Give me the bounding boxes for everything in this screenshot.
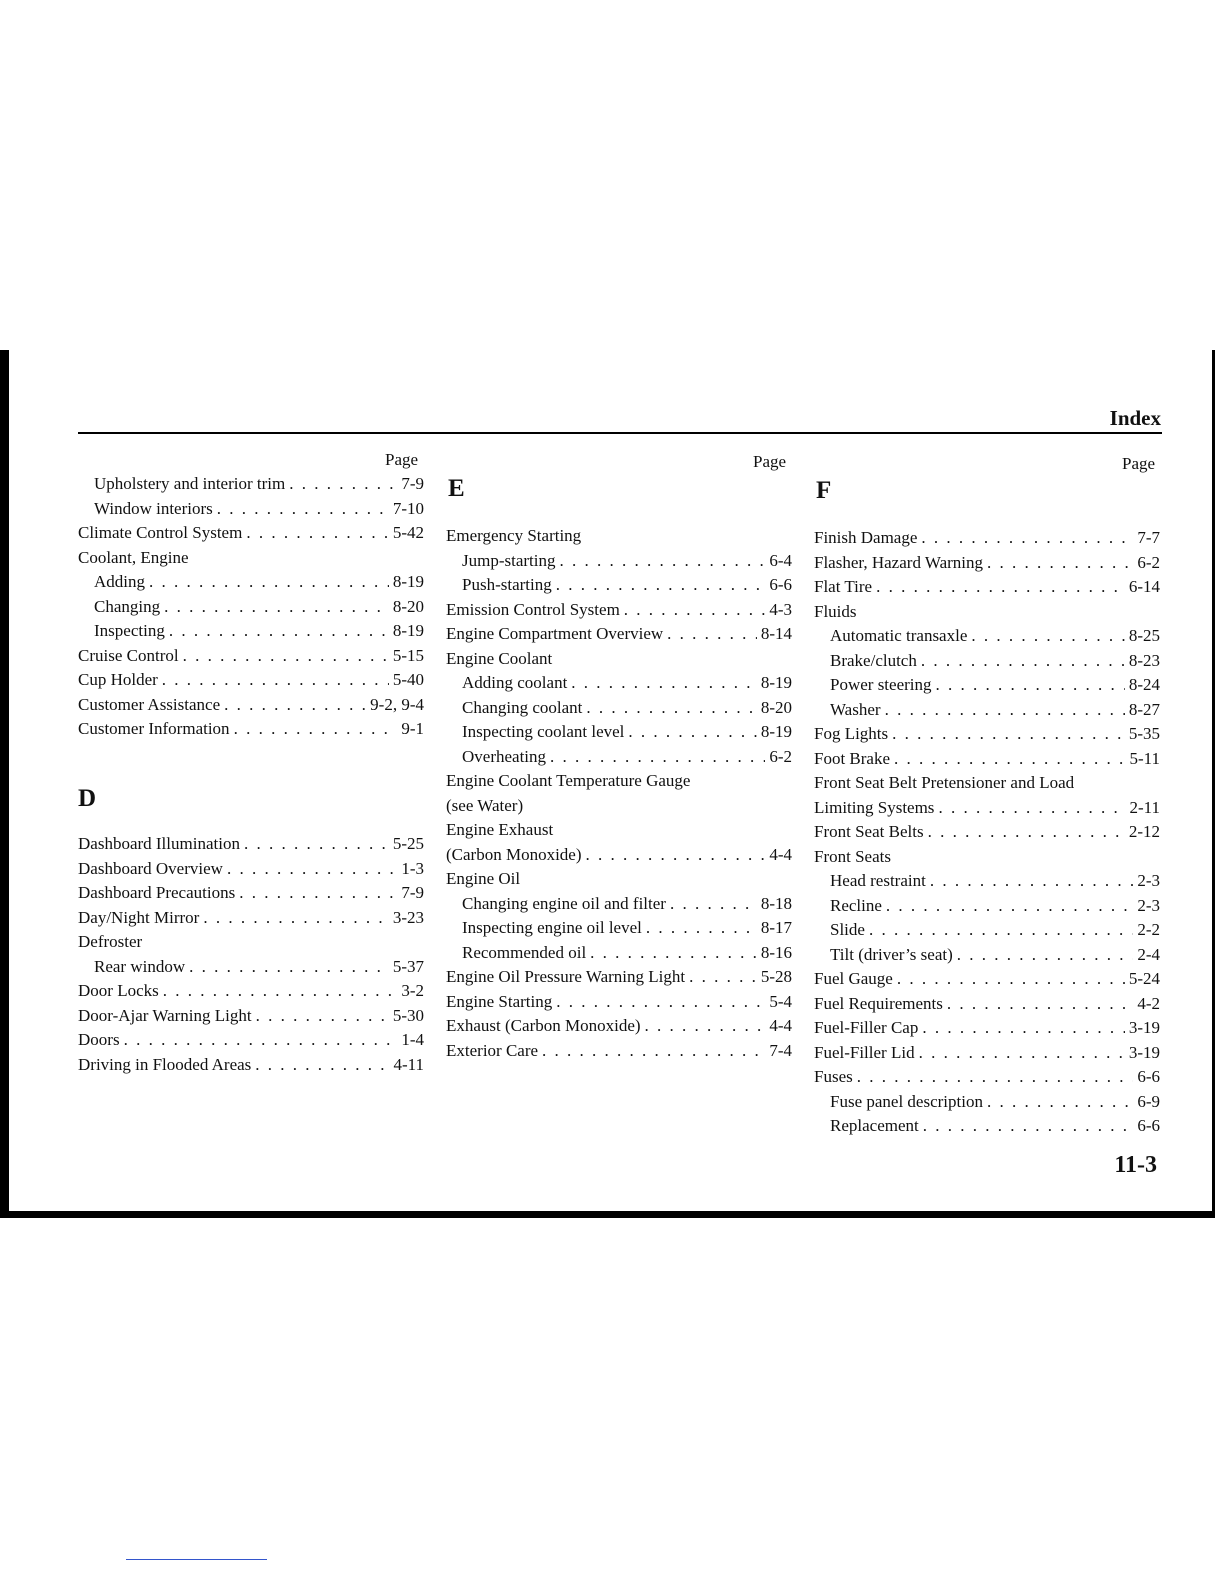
entry-page-ref: 6-6 (769, 575, 792, 594)
dot-leader (923, 1114, 1134, 1138)
dot-leader (164, 595, 389, 619)
index-entry (78, 979, 424, 1003)
entry-page-ref: 6-14 (1128, 577, 1160, 596)
index-entry (814, 1065, 1160, 1089)
entry-label: Changing engine oil and filter (462, 893, 666, 913)
entry-label: Coolant, Engine (78, 547, 189, 567)
dot-leader (183, 644, 389, 668)
entry-page-ref: 8-24 (1128, 675, 1160, 694)
index-entry (814, 575, 1160, 599)
page-left-border (0, 350, 9, 1218)
entry-label: Inspecting engine oil level (462, 918, 642, 937)
entry-page-ref: 4-3 (769, 599, 792, 619)
entry-label: Exhaust (Carbon Monoxide) (446, 1016, 641, 1035)
index-entry (78, 857, 424, 881)
entry-label: Tilt (driver’s seat) (830, 944, 953, 964)
entry-label: Front Seat Belts (814, 822, 924, 841)
index-entry (94, 570, 424, 594)
index-entry (462, 892, 792, 916)
index-entry (814, 526, 1160, 550)
page-right-border (1212, 350, 1215, 1218)
index-entry (78, 881, 424, 905)
entry-page-ref: 7-9 (401, 474, 424, 493)
index-entry (830, 869, 1160, 893)
entry-label: Window interiors (94, 498, 213, 518)
index-entry (78, 1053, 424, 1077)
entry-label: Changing (94, 596, 161, 616)
entry-page-ref: 8-25 (1128, 626, 1160, 645)
entry-label: Limiting Systems (814, 797, 935, 817)
entry-page-ref: 3-19 (1128, 1042, 1160, 1062)
index-entry (830, 649, 1160, 673)
dot-leader (689, 965, 757, 989)
entry-label: Recline (830, 895, 882, 915)
index-entry (446, 647, 792, 671)
entry-label: Fluids (814, 601, 857, 621)
index-entry (462, 720, 792, 744)
entry-page-ref: 8-20 (760, 697, 792, 717)
index-entry (814, 551, 1160, 575)
index-entry (814, 747, 1160, 771)
dot-leader (556, 573, 766, 597)
index-entry (446, 843, 792, 867)
index-entry (78, 644, 424, 668)
entry-label: Defroster (78, 932, 143, 951)
entry-page-ref: 5-35 (1128, 724, 1160, 743)
dot-leader (246, 521, 388, 545)
index-entry (446, 794, 792, 818)
index-entry (814, 722, 1160, 746)
index-entry (830, 918, 1160, 942)
index-entry (830, 624, 1160, 648)
index-entry (78, 521, 424, 545)
entry-label: Rear window (94, 956, 186, 976)
entry-label: Overheating (462, 746, 547, 766)
entry-label: (see Water) (446, 795, 524, 815)
entry-label: Changing coolant (462, 697, 583, 717)
index-entry (462, 916, 792, 940)
dot-leader (646, 916, 757, 940)
entry-page-ref: 8-17 (760, 918, 792, 937)
entry-label: Climate Control System (78, 523, 243, 542)
entry-page-ref: 7-7 (1137, 528, 1160, 547)
dot-leader (667, 622, 757, 646)
entry-label: Inspecting (94, 621, 165, 640)
index-entry (446, 965, 792, 989)
dot-leader (885, 698, 1125, 722)
dot-leader (217, 497, 389, 521)
entry-label: Fuse panel description (830, 1091, 983, 1111)
entry-page-ref: 8-16 (760, 942, 792, 962)
col1-page-label: Page (385, 450, 419, 469)
index-entry (446, 622, 792, 646)
entry-label: Fog Lights (814, 724, 889, 743)
index-entry (830, 673, 1160, 697)
entry-label: Cup Holder (78, 670, 158, 689)
index-entry (462, 573, 792, 597)
dot-leader (289, 472, 397, 496)
dot-leader (947, 992, 1133, 1016)
dot-leader (169, 619, 389, 643)
dot-leader (892, 722, 1125, 746)
index-entry (94, 619, 424, 643)
entry-page-ref: 5-25 (392, 834, 424, 853)
dot-leader (645, 1014, 766, 1038)
entry-label: Washer (830, 699, 881, 719)
entry-label: Engine Exhaust (446, 820, 554, 839)
dot-leader (857, 1065, 1134, 1089)
index-entry (446, 990, 792, 1014)
dot-leader (936, 673, 1125, 697)
dot-leader (876, 575, 1125, 599)
dot-leader (149, 570, 389, 594)
dot-leader (560, 549, 766, 573)
index-entry (462, 549, 792, 573)
dot-leader (897, 967, 1125, 991)
header-rule (78, 432, 1162, 434)
index-entry (814, 796, 1160, 820)
entry-page-ref: 8-19 (392, 621, 424, 640)
dot-leader (542, 1039, 765, 1063)
entry-label: Engine Starting (446, 991, 553, 1011)
entry-page-ref: 5-24 (1128, 969, 1160, 988)
entry-label: Door Locks (78, 981, 159, 1000)
index-entry (830, 943, 1160, 967)
entry-label: Fuses (814, 1067, 853, 1086)
page-number: 11-3 (1114, 1152, 1157, 1178)
index-entry (814, 1041, 1160, 1065)
entry-page-ref: 5-40 (392, 670, 424, 689)
section-letter-d: D (78, 785, 97, 812)
index-entry (814, 1016, 1160, 1040)
section-letter-e: E (448, 475, 465, 502)
index-entry (814, 845, 1160, 869)
dot-leader (971, 624, 1124, 648)
entry-label: Engine Compartment Overview (446, 624, 664, 643)
col3-page-label: Page (1122, 454, 1156, 473)
index-entry (814, 967, 1160, 991)
entry-label: Fuel-Filler Lid (814, 1042, 915, 1062)
index-entry (446, 1039, 792, 1063)
entry-page-ref: 5-15 (392, 645, 424, 665)
dot-leader (189, 955, 389, 979)
entry-page-ref: 5-4 (769, 991, 792, 1011)
entry-page-ref: 3-19 (1128, 1018, 1160, 1037)
entry-label: Engine Oil (446, 869, 521, 888)
dot-leader (586, 696, 756, 720)
index-entry (462, 696, 792, 720)
entry-label: Flat Tire (814, 577, 873, 596)
index-entry (78, 930, 424, 954)
entry-label: Driving in Flooded Areas (78, 1054, 252, 1074)
index-entry (78, 717, 424, 741)
dot-leader (586, 843, 766, 867)
entry-page-ref: 2-2 (1137, 920, 1160, 939)
index-entry (78, 1028, 424, 1052)
entry-page-ref: 5-37 (392, 956, 424, 976)
entry-label: Dashboard Precautions (78, 883, 236, 902)
index-entry (78, 906, 424, 930)
entry-label: Foot Brake (814, 748, 891, 768)
index-entry (94, 497, 424, 521)
entry-label: Exterior Care (446, 1040, 539, 1060)
dot-leader (670, 892, 757, 916)
index-entry (462, 941, 792, 965)
entry-page-ref: 6-2 (769, 746, 792, 766)
entry-label: Fuel-Filler Cap (814, 1018, 919, 1037)
entry-label: Emergency Starting (446, 526, 582, 545)
entry-page-ref: 8-20 (392, 596, 424, 616)
entry-label: Door-Ajar Warning Light (78, 1005, 252, 1025)
section-letter-f: F (816, 477, 832, 504)
dot-leader (203, 906, 388, 930)
entry-label: Fuel Gauge (814, 969, 893, 988)
page-title: Index (1109, 406, 1161, 430)
dot-leader (256, 1004, 389, 1028)
entry-page-ref: 9-2, 9-4 (370, 694, 424, 714)
entry-label: Inspecting coolant level (462, 722, 625, 741)
dot-leader (921, 526, 1133, 550)
dot-leader (957, 943, 1134, 967)
entry-page-ref: 2-3 (1137, 871, 1160, 890)
decorative-blue-line (126, 1559, 267, 1560)
dot-leader (556, 990, 765, 1014)
entry-page-ref: 4-2 (1137, 993, 1160, 1013)
index-entry (94, 955, 424, 979)
dot-leader (894, 747, 1125, 771)
dot-leader (239, 881, 397, 905)
dot-leader (124, 1028, 398, 1052)
entry-label: Dashboard Illumination (78, 834, 240, 853)
index-entry (830, 1114, 1160, 1138)
entry-page-ref: 3-23 (392, 907, 424, 927)
entry-label: Adding (94, 572, 145, 591)
index-entry (446, 598, 792, 622)
entry-label: Finish Damage (814, 528, 918, 547)
dot-leader (550, 745, 765, 769)
entry-label: Engine Oil Pressure Warning Light (446, 967, 686, 986)
entry-page-ref: 2-4 (1137, 944, 1160, 964)
dot-leader (921, 649, 1125, 673)
entry-label: Engine Coolant Temperature Gauge (446, 771, 691, 790)
entry-page-ref: 9-1 (401, 719, 424, 738)
dot-leader (886, 894, 1133, 918)
entry-label: Customer Assistance (78, 694, 221, 714)
entry-page-ref: 7-4 (769, 1040, 792, 1060)
dot-leader (919, 1041, 1125, 1065)
entry-page-ref: 6-6 (1137, 1116, 1160, 1135)
page-bottom-border (0, 1211, 1215, 1218)
entry-page-ref: 8-23 (1128, 650, 1160, 670)
dot-leader (628, 720, 756, 744)
entry-label: Upholstery and interior trim (94, 474, 286, 493)
entry-page-ref: 6-4 (769, 550, 792, 570)
col2-page-label: Page (753, 452, 787, 471)
dot-leader (255, 1053, 389, 1077)
dot-leader (244, 832, 389, 856)
index-entry (78, 693, 424, 717)
entry-label: Push-starting (462, 575, 552, 594)
entry-label: Jump-starting (462, 550, 556, 570)
entry-page-ref: 2-3 (1137, 895, 1160, 915)
entry-label: Brake/clutch (830, 650, 917, 670)
index-entry (78, 1004, 424, 1028)
entry-page-ref: 3-2 (401, 981, 424, 1000)
entry-page-ref: 8-14 (760, 624, 792, 643)
entry-label: Engine Coolant (446, 648, 553, 668)
dot-leader (162, 668, 389, 692)
dot-leader (928, 820, 1125, 844)
dot-leader (624, 598, 766, 622)
index-entry (446, 769, 792, 793)
entry-page-ref: 7-9 (401, 883, 424, 902)
index-entry (830, 698, 1160, 722)
entry-page-ref: 1-4 (401, 1030, 424, 1049)
entry-label: Head restraint (830, 871, 926, 890)
index-entry (814, 992, 1160, 1016)
entry-page-ref: 5-30 (392, 1005, 424, 1025)
dot-leader (234, 717, 398, 741)
dot-leader (163, 979, 398, 1003)
entry-label: Automatic transaxle (830, 626, 968, 645)
entry-label: Front Seats (814, 846, 891, 866)
entry-label: Adding coolant (462, 673, 568, 692)
dot-leader (987, 551, 1133, 575)
entry-label: Recommended oil (462, 942, 587, 962)
index-entry (830, 894, 1160, 918)
entry-label: Flasher, Hazard Warning (814, 552, 983, 572)
index-entry (462, 745, 792, 769)
entry-label: Doors (78, 1030, 120, 1049)
index-entry (446, 818, 792, 842)
dot-leader (590, 941, 757, 965)
dot-leader (922, 1016, 1124, 1040)
index-entry (814, 771, 1160, 795)
dot-leader (571, 671, 757, 695)
index-entry (446, 1014, 792, 1038)
index-entry (78, 668, 424, 692)
dot-leader (930, 869, 1134, 893)
entry-page-ref: 8-27 (1128, 699, 1160, 719)
index-entry (94, 472, 424, 496)
entry-page-ref: 6-2 (1137, 552, 1160, 572)
entry-page-ref: 4-11 (393, 1054, 424, 1074)
entry-label: Emission Control System (446, 599, 620, 619)
entry-page-ref: 8-19 (760, 673, 792, 692)
index-entry (78, 832, 424, 856)
entry-label: Customer Information (78, 719, 230, 738)
dot-leader (938, 796, 1125, 820)
index-entry (814, 600, 1160, 624)
entry-page-ref: 2-11 (1129, 797, 1160, 817)
entry-label: (Carbon Monoxide) (446, 844, 582, 864)
entry-label: Slide (830, 920, 865, 939)
entry-page-ref: 5-42 (392, 523, 424, 542)
entry-page-ref: 8-19 (760, 722, 792, 741)
entry-page-ref: 8-18 (760, 893, 792, 913)
entry-label: Cruise Control (78, 645, 179, 665)
entry-label: Front Seat Belt Pretensioner and Load (814, 773, 1075, 792)
index-entry (78, 546, 424, 570)
index-entry (830, 1090, 1160, 1114)
index-entry (446, 524, 792, 548)
entry-label: Replacement (830, 1116, 919, 1135)
entry-page-ref: 5-11 (1129, 748, 1160, 768)
entry-page-ref: 4-4 (769, 844, 792, 864)
entry-page-ref: 6-9 (1137, 1091, 1160, 1111)
entry-page-ref: 7-10 (392, 498, 424, 518)
dot-leader (869, 918, 1133, 942)
entry-page-ref: 8-19 (392, 572, 424, 591)
index-entry (94, 595, 424, 619)
entry-label: Fuel Requirements (814, 993, 943, 1013)
entry-page-ref: 6-6 (1137, 1067, 1160, 1086)
entry-page-ref: 1-3 (401, 858, 424, 878)
index-entry (446, 867, 792, 891)
index-entry (462, 671, 792, 695)
dot-leader (987, 1090, 1133, 1114)
dot-leader (227, 857, 397, 881)
entry-label: Power steering (830, 675, 932, 694)
index-entry (814, 820, 1160, 844)
entry-label: Day/Night Mirror (78, 907, 200, 927)
entry-label: Dashboard Overview (78, 858, 223, 878)
entry-page-ref: 2-12 (1128, 822, 1160, 841)
entry-page-ref: 4-4 (769, 1016, 792, 1035)
dot-leader (224, 693, 366, 717)
entry-page-ref: 5-28 (760, 967, 792, 986)
